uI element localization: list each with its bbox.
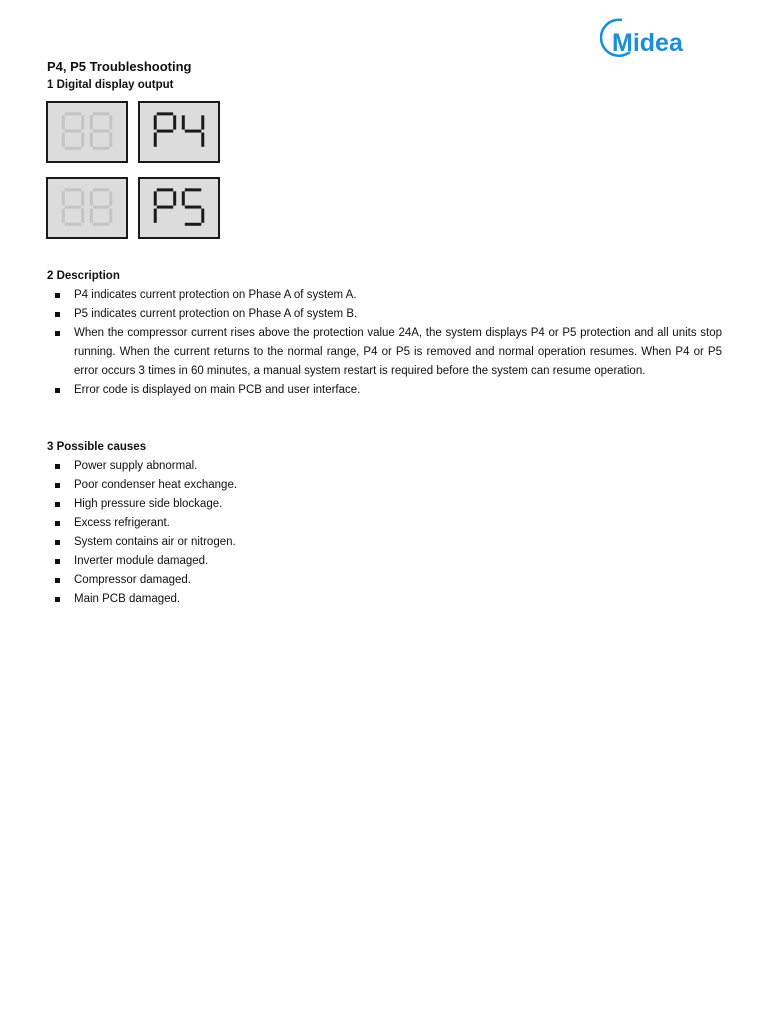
display-off-1	[46, 101, 128, 163]
segment	[109, 133, 112, 147]
seven-segment-88-icon	[48, 179, 126, 237]
segment	[185, 188, 201, 191]
segment	[185, 223, 201, 226]
list-item: When the compressor current rises above the protection value 24A, the system displays P4 or P5 protection and all units stop running. When the current returns to the normal range, P4 or P5 is removed and normal operation resumes. When P4 or P5 error occurs 3 times in 60 minutes, a manual system restart is required before the system can resume operation.	[47, 324, 722, 381]
list-item: High pressure side blockage.	[47, 495, 722, 514]
list-item: Inverter module damaged.	[47, 552, 722, 571]
segment	[182, 115, 185, 129]
segment	[185, 130, 201, 133]
segment	[173, 115, 176, 129]
description-heading: 2 Description	[47, 270, 120, 282]
list-item: Compressor damaged.	[47, 571, 722, 590]
segment	[154, 115, 157, 129]
segment	[157, 206, 173, 209]
segment	[93, 147, 109, 150]
possible-causes-heading: 3 Possible causes	[47, 441, 147, 453]
segment	[65, 130, 81, 133]
segment	[62, 191, 65, 205]
segment	[62, 209, 65, 223]
segment	[90, 115, 93, 129]
segment	[201, 209, 204, 223]
seven-segment-p5-icon	[140, 179, 218, 237]
segment	[109, 115, 112, 129]
midea-logo	[600, 16, 706, 58]
segment	[81, 133, 84, 147]
segment	[93, 206, 109, 209]
segment	[154, 191, 157, 205]
segment	[201, 115, 204, 129]
display-off-2	[46, 177, 128, 239]
seven-segment-p4-icon	[140, 103, 218, 161]
segment	[65, 147, 81, 150]
list-item: Main PCB damaged.	[47, 590, 722, 609]
segment	[62, 133, 65, 147]
segment	[157, 130, 173, 133]
segment	[154, 133, 157, 147]
possible-causes-section	[47, 438, 722, 609]
segment	[93, 130, 109, 133]
page-title: P4, P5 Troubleshooting	[47, 59, 192, 74]
causes-list	[47, 457, 722, 609]
segment	[81, 191, 84, 205]
description-section	[47, 267, 722, 400]
segment	[90, 191, 93, 205]
list-item: P4 indicates current protection on Phase A of system A.	[47, 286, 722, 305]
segment	[109, 209, 112, 223]
segment	[173, 191, 176, 205]
list-item: P5 indicates current protection on Phase A of system B.	[47, 305, 722, 324]
list-item: Excess refrigerant.	[47, 514, 722, 533]
segment	[65, 112, 81, 115]
list-item: Error code is displayed on main PCB and user interface.	[47, 381, 722, 400]
display-p5	[138, 177, 220, 239]
svg-text:Midea: Midea	[612, 29, 683, 57]
list-item: Poor condenser heat exchange.	[47, 476, 722, 495]
segment	[93, 112, 109, 115]
description-list	[47, 286, 722, 400]
segment	[81, 115, 84, 129]
section-digital-display-heading: 1 Digital display output	[47, 79, 174, 91]
segment	[109, 191, 112, 205]
segment	[93, 188, 109, 191]
segment	[65, 188, 81, 191]
segment	[65, 223, 81, 226]
segment	[90, 209, 93, 223]
segment	[185, 206, 201, 209]
display-p4	[138, 101, 220, 163]
list-item: Power supply abnormal.	[47, 457, 722, 476]
segment	[62, 115, 65, 129]
segment	[157, 188, 173, 191]
segment	[65, 206, 81, 209]
segment	[182, 191, 185, 205]
segment	[154, 209, 157, 223]
seven-segment-88-icon	[48, 103, 126, 161]
segment	[201, 133, 204, 147]
segment	[93, 223, 109, 226]
segment	[81, 209, 84, 223]
list-item: System contains air or nitrogen.	[47, 533, 722, 552]
segment	[157, 112, 173, 115]
segment	[90, 133, 93, 147]
